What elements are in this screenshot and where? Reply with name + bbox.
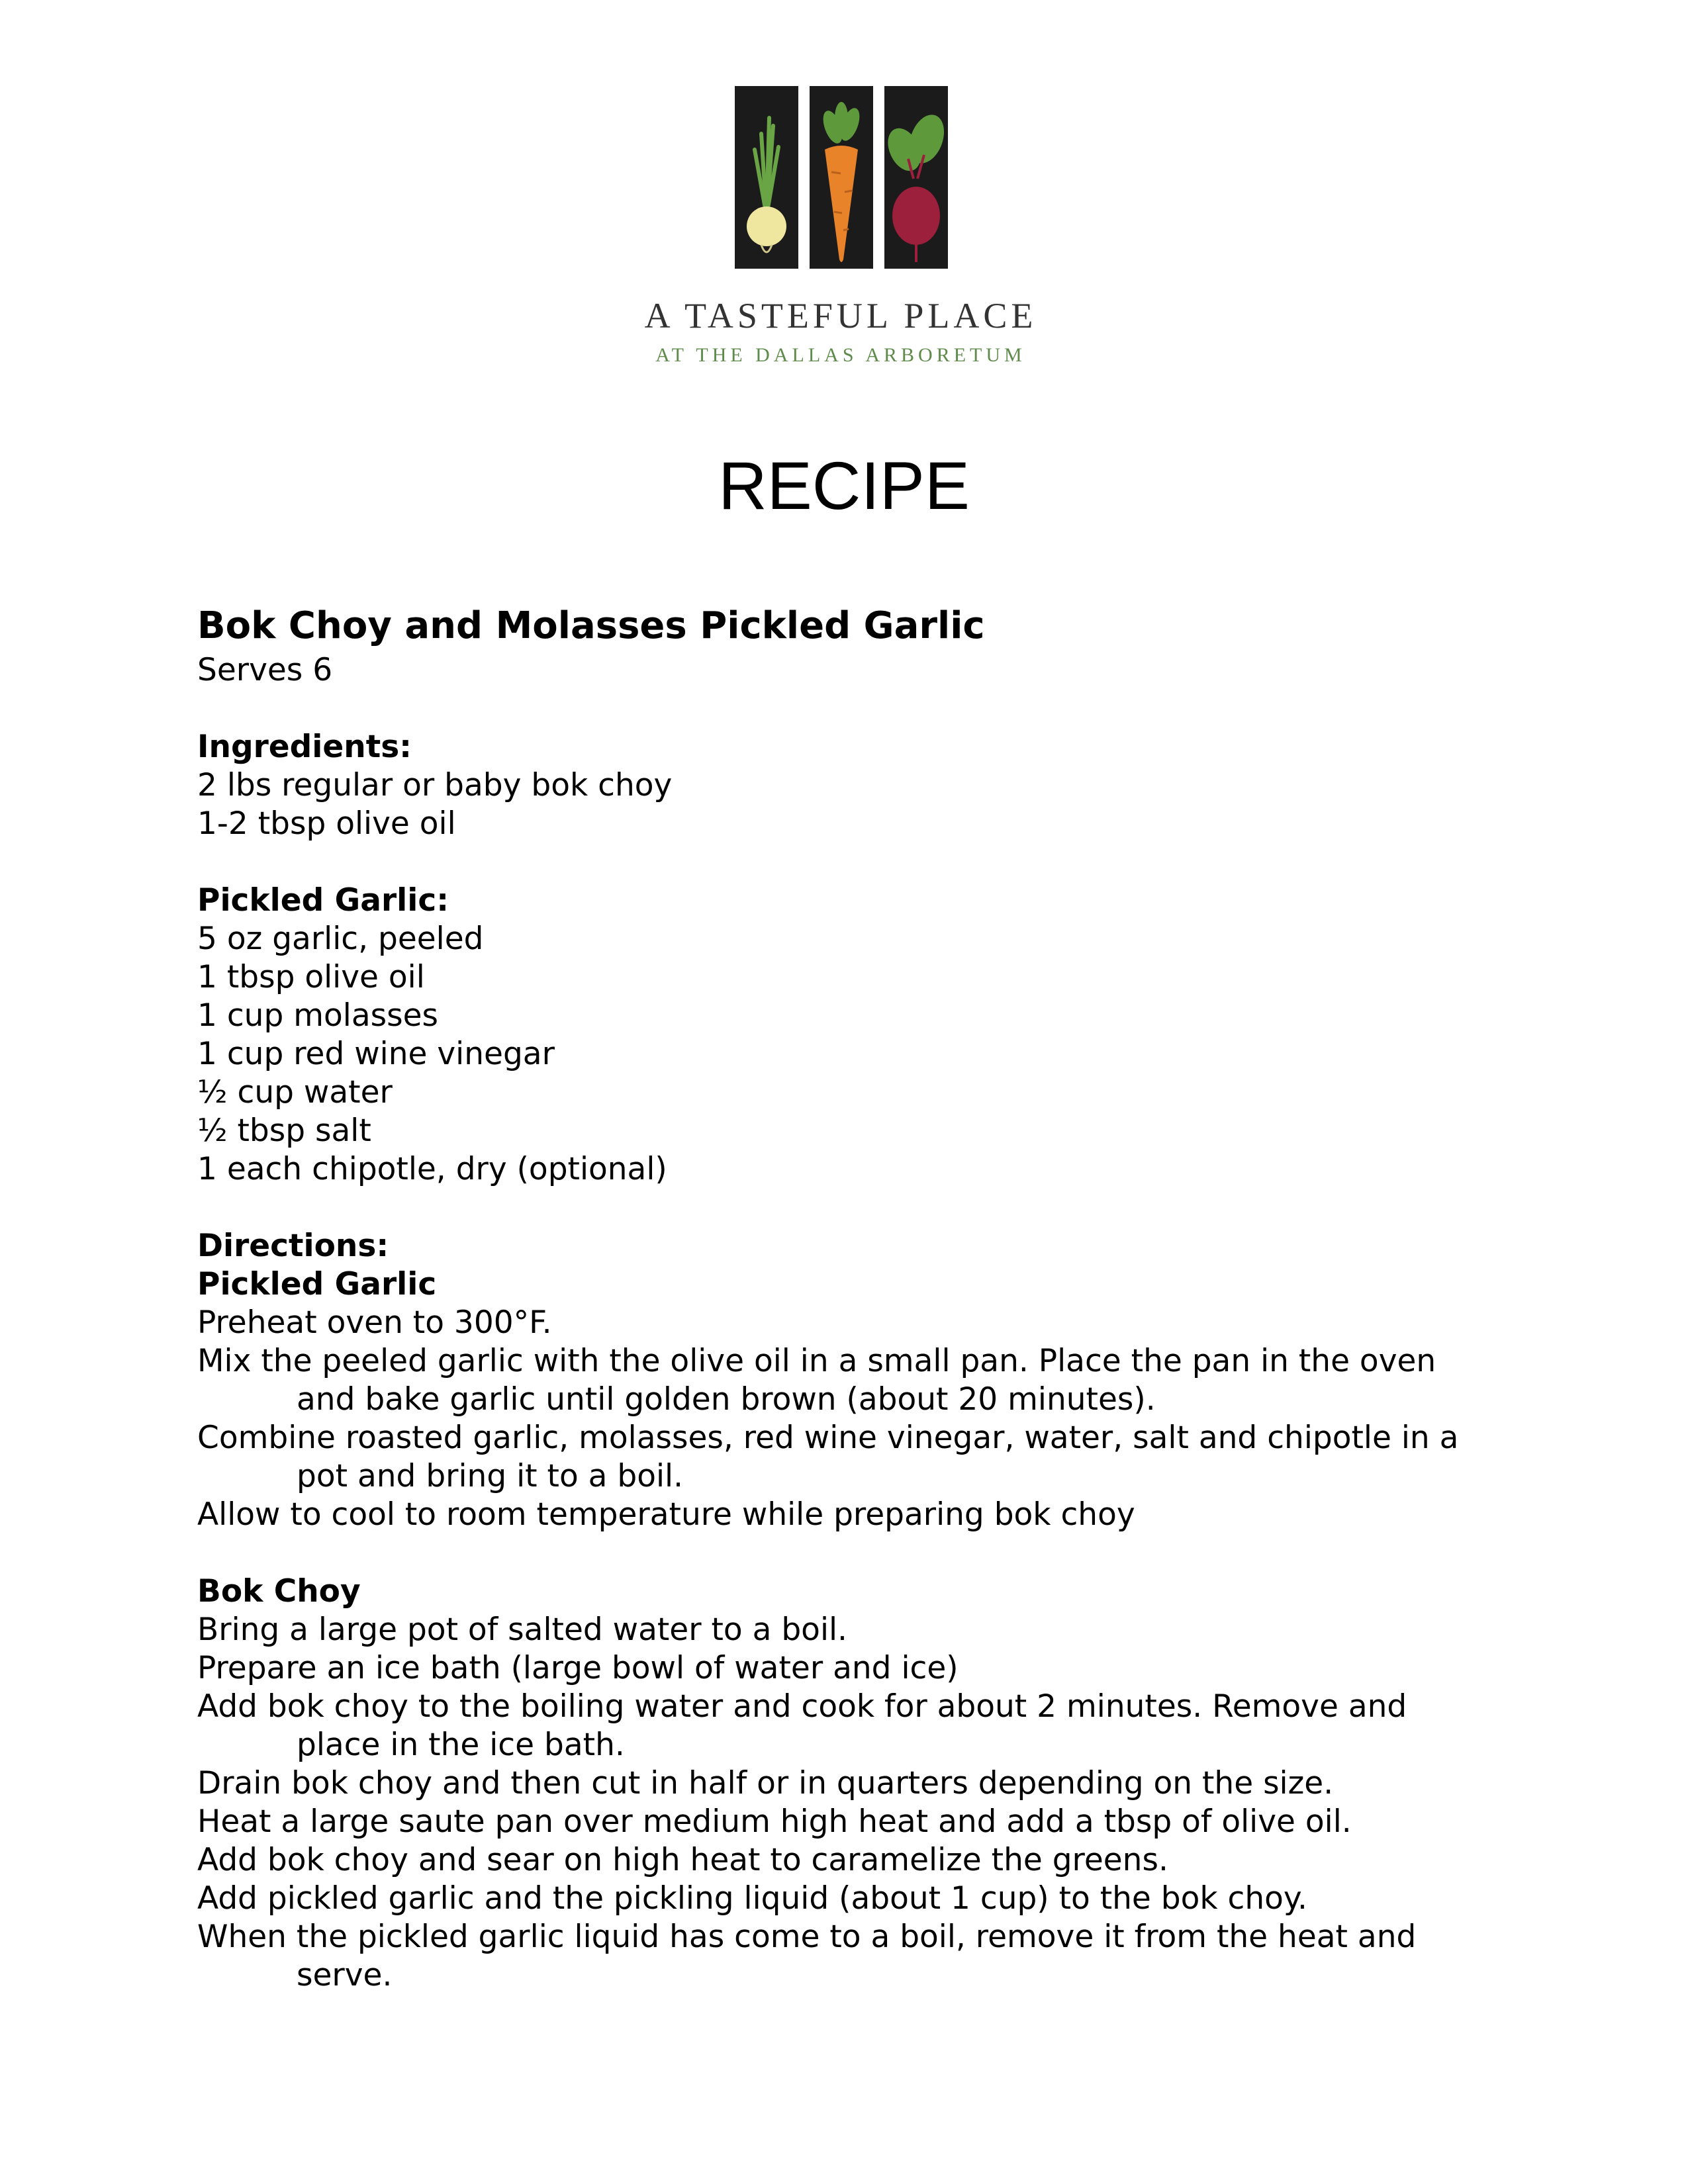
- step-item: When the pickled garlic liquid has come to a boil, remove it from the heat and serve.: [197, 1919, 1417, 1993]
- list-item: 1 cup red wine vinegar: [197, 1036, 555, 1072]
- list-item: 1 tbsp olive oil: [197, 959, 425, 995]
- list-item: 5 oz garlic, peeled: [197, 921, 484, 957]
- step-item: Preheat oven to 300°F.: [197, 1304, 552, 1341]
- ingredients-label: Ingredients:: [197, 729, 412, 765]
- recipe-title: Bok Choy and Molasses Pickled Garlic: [197, 604, 985, 647]
- step-item: Drain bok choy and then cut in half or in quarters depending on the size.: [197, 1765, 1334, 1801]
- step-item: Add bok choy to the boiling water and cook for about 2 minutes. Remove and place in the ice bath.: [197, 1688, 1407, 1763]
- step-item: Add pickled garlic and the pickling liquid (about 1 cup) to the bok choy.: [197, 1880, 1307, 1917]
- serves-text: Serves 6: [197, 652, 333, 688]
- step-item: Combine roasted garlic, molasses, red wine vinegar, water, salt and chipotle in a pot and bring it to a boil.: [197, 1420, 1459, 1494]
- list-item: 1-2 tbsp olive oil: [197, 805, 456, 842]
- brand-subtitle: AT THE DALLAS ARBORETUM: [655, 344, 1026, 366]
- list-item: 2 lbs regular or baby bok choy: [197, 767, 673, 803]
- pickled-garlic-label: Pickled Garlic:: [197, 882, 449, 919]
- recipe-body: [197, 601, 1495, 1995]
- brand-name: A TASTEFUL PLACE: [644, 296, 1037, 336]
- list-item: 1 cup molasses: [197, 997, 439, 1034]
- vegetable-logo-icon: [735, 86, 948, 269]
- list-item: ½ tbsp salt: [197, 1113, 371, 1149]
- directions-label: Directions:: [197, 1228, 389, 1264]
- step-item: Mix the peeled garlic with the olive oil in a small pan. Place the pan in the oven and bake garlic until golden brown (about 20 minutes).: [197, 1343, 1436, 1418]
- step-item: Prepare an ice bath (large bowl of water and ice): [197, 1650, 959, 1686]
- step-item: Allow to cool to room temperature while preparing bok choy: [197, 1496, 1135, 1533]
- garlic-directions-label: Pickled Garlic: [197, 1266, 437, 1302]
- list-item: ½ cup water: [197, 1074, 393, 1111]
- step-item: Heat a large saute pan over medium high heat and add a tbsp of olive oil.: [197, 1803, 1352, 1840]
- step-item: Bring a large pot of salted water to a boil.: [197, 1612, 847, 1648]
- step-item: Add bok choy and sear on high heat to caramelize the greens.: [197, 1842, 1168, 1878]
- page-title: RECIPE: [718, 448, 970, 523]
- bok-choy-directions-label: Bok Choy: [197, 1573, 361, 1610]
- list-item: 1 each chipotle, dry (optional): [197, 1151, 667, 1187]
